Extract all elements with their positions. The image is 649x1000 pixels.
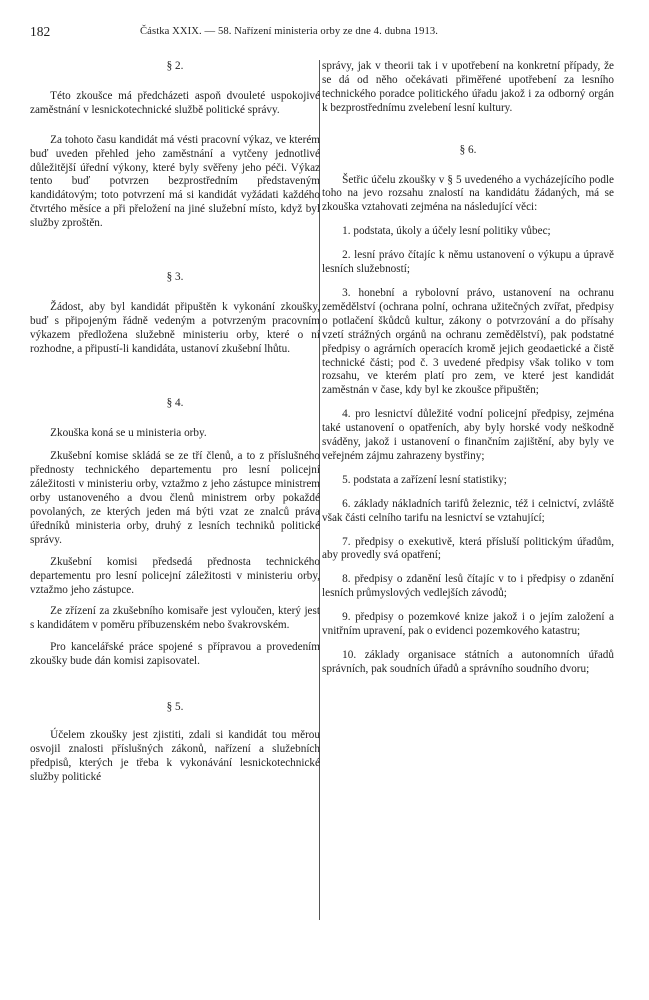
section-4-paragraph-5: Pro kancelářské práce spojené s přípravou a provedením zkoušky bude dán komisi zapisovatel. bbox=[30, 641, 320, 668]
list-item: 1. podstata, úkoly a účely lesní politiky vůbec; bbox=[342, 225, 551, 238]
section-2-paragraph-2: Za tohoto času kandidát má vésti pracovní výkaz, ve kterém buď uveden přehled jeho zaměstnání a vytčeny jednotlivé důležitější úřední výkony, které byly svěřeny jeho péči. Výkaz tento buď potvrzen bezprostředním představeným kandidátovým; toto potvrzení má si kandidát vyžádati každého čtvrtého měsíce a při přeložení na jiné služební místo, když byl služby zproštěn. bbox=[30, 133, 320, 230]
list-item: 9. předpisy o pozemkové knize jakož i o jejím založení a vnitřním upravení, pak o evidenci pozemkového katastru; bbox=[322, 611, 614, 638]
left-column bbox=[30, 60, 320, 785]
list-item: 8. předpisy o zdanění lesů čítajíc v to i předpisy o zdanění lesních průmyslových vedlejších závodů; bbox=[322, 573, 614, 600]
section-4-heading: § 4. bbox=[166, 396, 184, 409]
section-5-heading: § 5. bbox=[166, 701, 184, 714]
page-header bbox=[30, 24, 620, 40]
right-column bbox=[322, 60, 614, 677]
running-title: Částka XXIX. — 58. Nařízení ministeria orby ze dne 4. dubna 1913. bbox=[140, 26, 439, 37]
list-item: 5. podstata a zařízení lesní statistiky; bbox=[342, 473, 507, 486]
list-item: 4. pro lesnictví důležité vodní policejní předpisy, zejména také ustanovení o opatřeních, aby byly horské vody neškodně sváděny, jakož i ustanovení o finančním zajištění, aby byly ve veřejném zájmu zahrazeny bystřiny; bbox=[322, 408, 614, 462]
page-number: 182 bbox=[30, 24, 51, 39]
section-3-paragraph-1: Žádost, aby byl kandidát připuštěn k vykonání zkoušky, buď s připojeným řádně vedeným a potvrzeným pracovním výkazem předložena služebně ministeriu orby, které o ní rozhodne, a připustí-li kandidáta, ustanoví zkušební lhůtu. bbox=[30, 300, 320, 355]
section-4-paragraph-4: Ze zřízení za zkušebního komisaře jest vyloučen, který jest s kandidátem v poměru příbuzenském nebo švakrovském. bbox=[30, 605, 320, 632]
list-item: 10. základy organisace státních a autonomních úřadů správních, pak soudních úřadů a správního soudního dvoru; bbox=[322, 649, 614, 675]
list-item: 7. předpisy o exekutivě, která přísluší politickým úřadům, aby provedly svá opatření; bbox=[322, 535, 614, 562]
list-item: 6. základy nákladních tarifů železnic, též i celnictví, zvláště však části celního tarifu na lesnictví se vztahující; bbox=[322, 497, 614, 524]
list-item: 2. lesní právo čítajíc k němu ustanovení o výkupu a úpravě lesních služebností; bbox=[322, 249, 614, 276]
section-6-intro: Šetřic účelu zkoušky v § 5 uvedeného a vycházejícího podle toho na jevo rozsahu znalostí na kandidátu žádaných, má se zkouška vztahovati zejména na následující věci: bbox=[322, 173, 614, 214]
section-2-paragraph-1: Této zkoušce má předcházeti aspoň dvouleté uspokojivé zaměstnání v lesnickotechnické službě politické správy. bbox=[30, 89, 320, 116]
section-4-paragraph-1: Zkouška koná se u ministeria orby. bbox=[50, 426, 207, 439]
section-5-continuation: správy, jak v theorii tak i v upotřebení na konkretní případy, že se dá od něho očekávati přiměřené upotřebení za lesního technického poradce politického úřadu jakož i za odborný orgán k bezprostřednímu zvelebení lesní kultury. bbox=[322, 60, 614, 114]
section-6-heading: § 6. bbox=[459, 143, 477, 156]
section-4-paragraph-3: Zkušební komisi předsedá přednosta technického departementu pro lesní policejní záležitosti v ministeriu orby, vztažmo jeho zástupce. bbox=[30, 555, 320, 596]
section-4-paragraph-2: Zkušební komise skládá se ze tří členů, a to z příslušného přednosty technického departementu pro lesní policejní záležitosti v ministeriu orby, vztažmo z jeho zástupce ministrem orby ustanoveného a dvou členů ministrem orby pokaždé povolaných, ze kterých jeden má býti vzat ze znalců práva úředníků ministeria orby, druhý z lesních techniků politické správy. bbox=[30, 450, 320, 546]
section-5-paragraph-1: Účelem zkoušky jest zjistiti, zdali si kandidát tou měrou osvojil znalosti příslušných zákonů, nařízení a služebních předpisů, kterých je třeba k vykonávání lesnickotechnické služby politické bbox=[30, 729, 320, 783]
section-3-heading: § 3. bbox=[166, 271, 184, 284]
list-item: 3. honební a rybolovní právo, ustanovení na ochranu zemědělství (ochrana polní, ochrana užitečných zvířat, předpisy o potlačení škůdců kultur, zákony o potvrzování a do přísahy vzetí strážných orgánů na ochranu zemědělství), pak podstatné předpisy o agrárních operacích kromě jejich geodaetické a čistě technické části; pod č. 3 uvedené předpisy však toliko v tom rozsahu, ve kterém platí pro zem, ve které jest kandidát zaměstnán v čase, kdy byl ke zkoušce připuštěn; bbox=[322, 286, 614, 397]
section-2-heading: § 2. bbox=[166, 60, 184, 72]
